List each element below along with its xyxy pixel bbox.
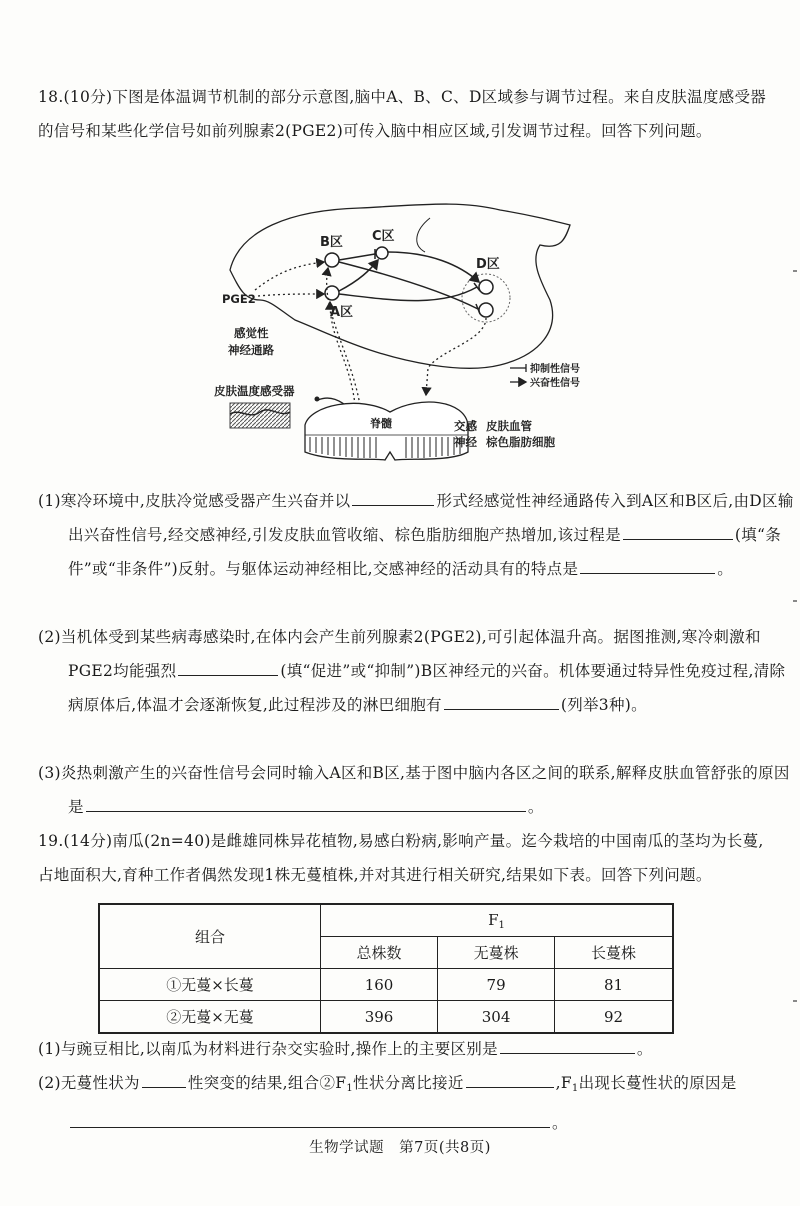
q18-p2-blank1[interactable] [178, 657, 278, 676]
q18-p2-blank2[interactable] [444, 691, 559, 710]
q19-p2-blank1[interactable] [142, 1069, 186, 1088]
q19-part2: (2)无蔓性状为 性突变的结果,组合②F1性状分离比接近 ,F1出现长蔓性状的原因是。 [38, 1066, 798, 1140]
b-zone-neuron [325, 253, 339, 267]
q19-intro [38, 824, 768, 892]
q18-p3-blank[interactable] [86, 793, 526, 812]
scan-mark [793, 270, 797, 272]
brain-outline [230, 204, 570, 368]
skin-receptor-block [230, 403, 290, 428]
scan-mark [793, 600, 797, 602]
page-footer: 生物学试题 第7页(共8页) [309, 1140, 491, 1156]
c-zone-neuron [376, 247, 388, 259]
col-total-header: 总株数 [321, 937, 438, 969]
col-no-vine-header: 无蔓株 [438, 937, 555, 969]
q18-p1-blank1[interactable] [352, 487, 434, 506]
d-zone-label: D区 [476, 257, 500, 272]
legend-inhibitory-label: 抑制性信号 [530, 364, 580, 375]
q18-intro [38, 80, 768, 148]
q18-part2: (2)当机体受到某些病毒感染时,在体内会产生前列腺素2(PGE2),可引起体温升高。据图推测,寒冷刺激和PGE2均能强烈 (填“促进”或“抑制”)B区神经元的兴奋。机体要通过特异性免疫过程,清除病原体后,体温才会逐渐恢复,此过程涉及的淋巴细胞有 (列举3种)。 [38, 628, 786, 714]
q19-part1: (1)与豌豆相比,以南瓜为材料进行杂交实验时,操作上的主要区别是 。 [38, 1032, 798, 1066]
d-zone-neuron-lower [479, 303, 493, 317]
q19-p2-blank2[interactable] [466, 1069, 554, 1088]
col-long-vine-header: 长蔓株 [555, 937, 673, 969]
q19-p2-blank3[interactable] [70, 1109, 550, 1128]
sensory-label-1: 感觉性 [234, 326, 269, 340]
legend-excitatory-label: 兴奋性信号 [530, 378, 580, 389]
scan-mark [793, 1000, 797, 1002]
thermoregulation-diagram [200, 190, 600, 475]
pge2-label: PGE2 [222, 292, 256, 306]
table-row: ①无蔓×长蔓 160 79 81 [99, 969, 673, 1001]
spinal-cord-shape [305, 402, 468, 460]
target-label-2: 棕色脂肪细胞 [486, 435, 555, 449]
skin-receptor-label: 皮肤温度感受器 [214, 384, 295, 398]
group-header: 组合 [99, 904, 321, 969]
c-zone-label: C区 [372, 229, 395, 244]
sensory-label-2: 神经通路 [228, 343, 274, 357]
f1-header: $F_1$ [321, 904, 674, 937]
spinal-cord-label: 脊髓 [370, 417, 392, 430]
q18-intro-text: 18.(10分)下图是体温调节机制的部分示意图,脑中A、B、C、D区域参与调节过程。来自皮肤温度感受器的信号和某些化学信号如前列腺素2(PGE2)可传入脑中相应区域,引发调节过程。回答下列问题。 [38, 88, 767, 140]
q18-part3: (3)炎热刺激产生的兴奋性信号会同时输入A区和B区,基于图中脑内各区之间的联系,解释皮肤血管舒张的原因是 。 [38, 764, 790, 816]
table-row: ②无蔓×无蔓 396 304 92 [99, 1001, 673, 1034]
q19-intro-text: 19.(14分)南瓜(2n=40)是雌雄同株异花植物,易感白粉病,影响产量。迄今栽培的中国南瓜的茎均为长蔓,占地面积大,育种工作者偶然发现1株无蔓植株,并对其进行相关研究,结果如下表。回答下列问题。 [38, 832, 764, 884]
q18-part1: (1)寒冷环境中,皮肤冷觉感受器产生兴奋并以 形式经感觉性神经通路传入到A区和B区后,由D区输出兴奋性信号,经交感神经,引发皮肤血管收缩、棕色脂肪细胞产热增加,该过程是 (填“条件”或“非条件”)反射。与躯体运动神经相比,交感神经的活动具有的特点是 。 [38, 484, 798, 586]
diagram-svg [200, 190, 600, 475]
a-zone-label: A区 [330, 305, 354, 320]
b-zone-label: B区 [320, 235, 343, 250]
q18-p1-blank2[interactable] [623, 521, 733, 540]
d-zone-neuron-upper [479, 280, 493, 294]
target-label-1: 皮肤血管 [486, 419, 532, 433]
sympathetic-label-2: 神经 [454, 435, 477, 449]
q19-p1-blank[interactable] [500, 1035, 635, 1054]
sympathetic-label-1: 交感 [454, 419, 477, 433]
q18-p1-blank3[interactable] [580, 555, 715, 574]
results-table [98, 903, 674, 1034]
